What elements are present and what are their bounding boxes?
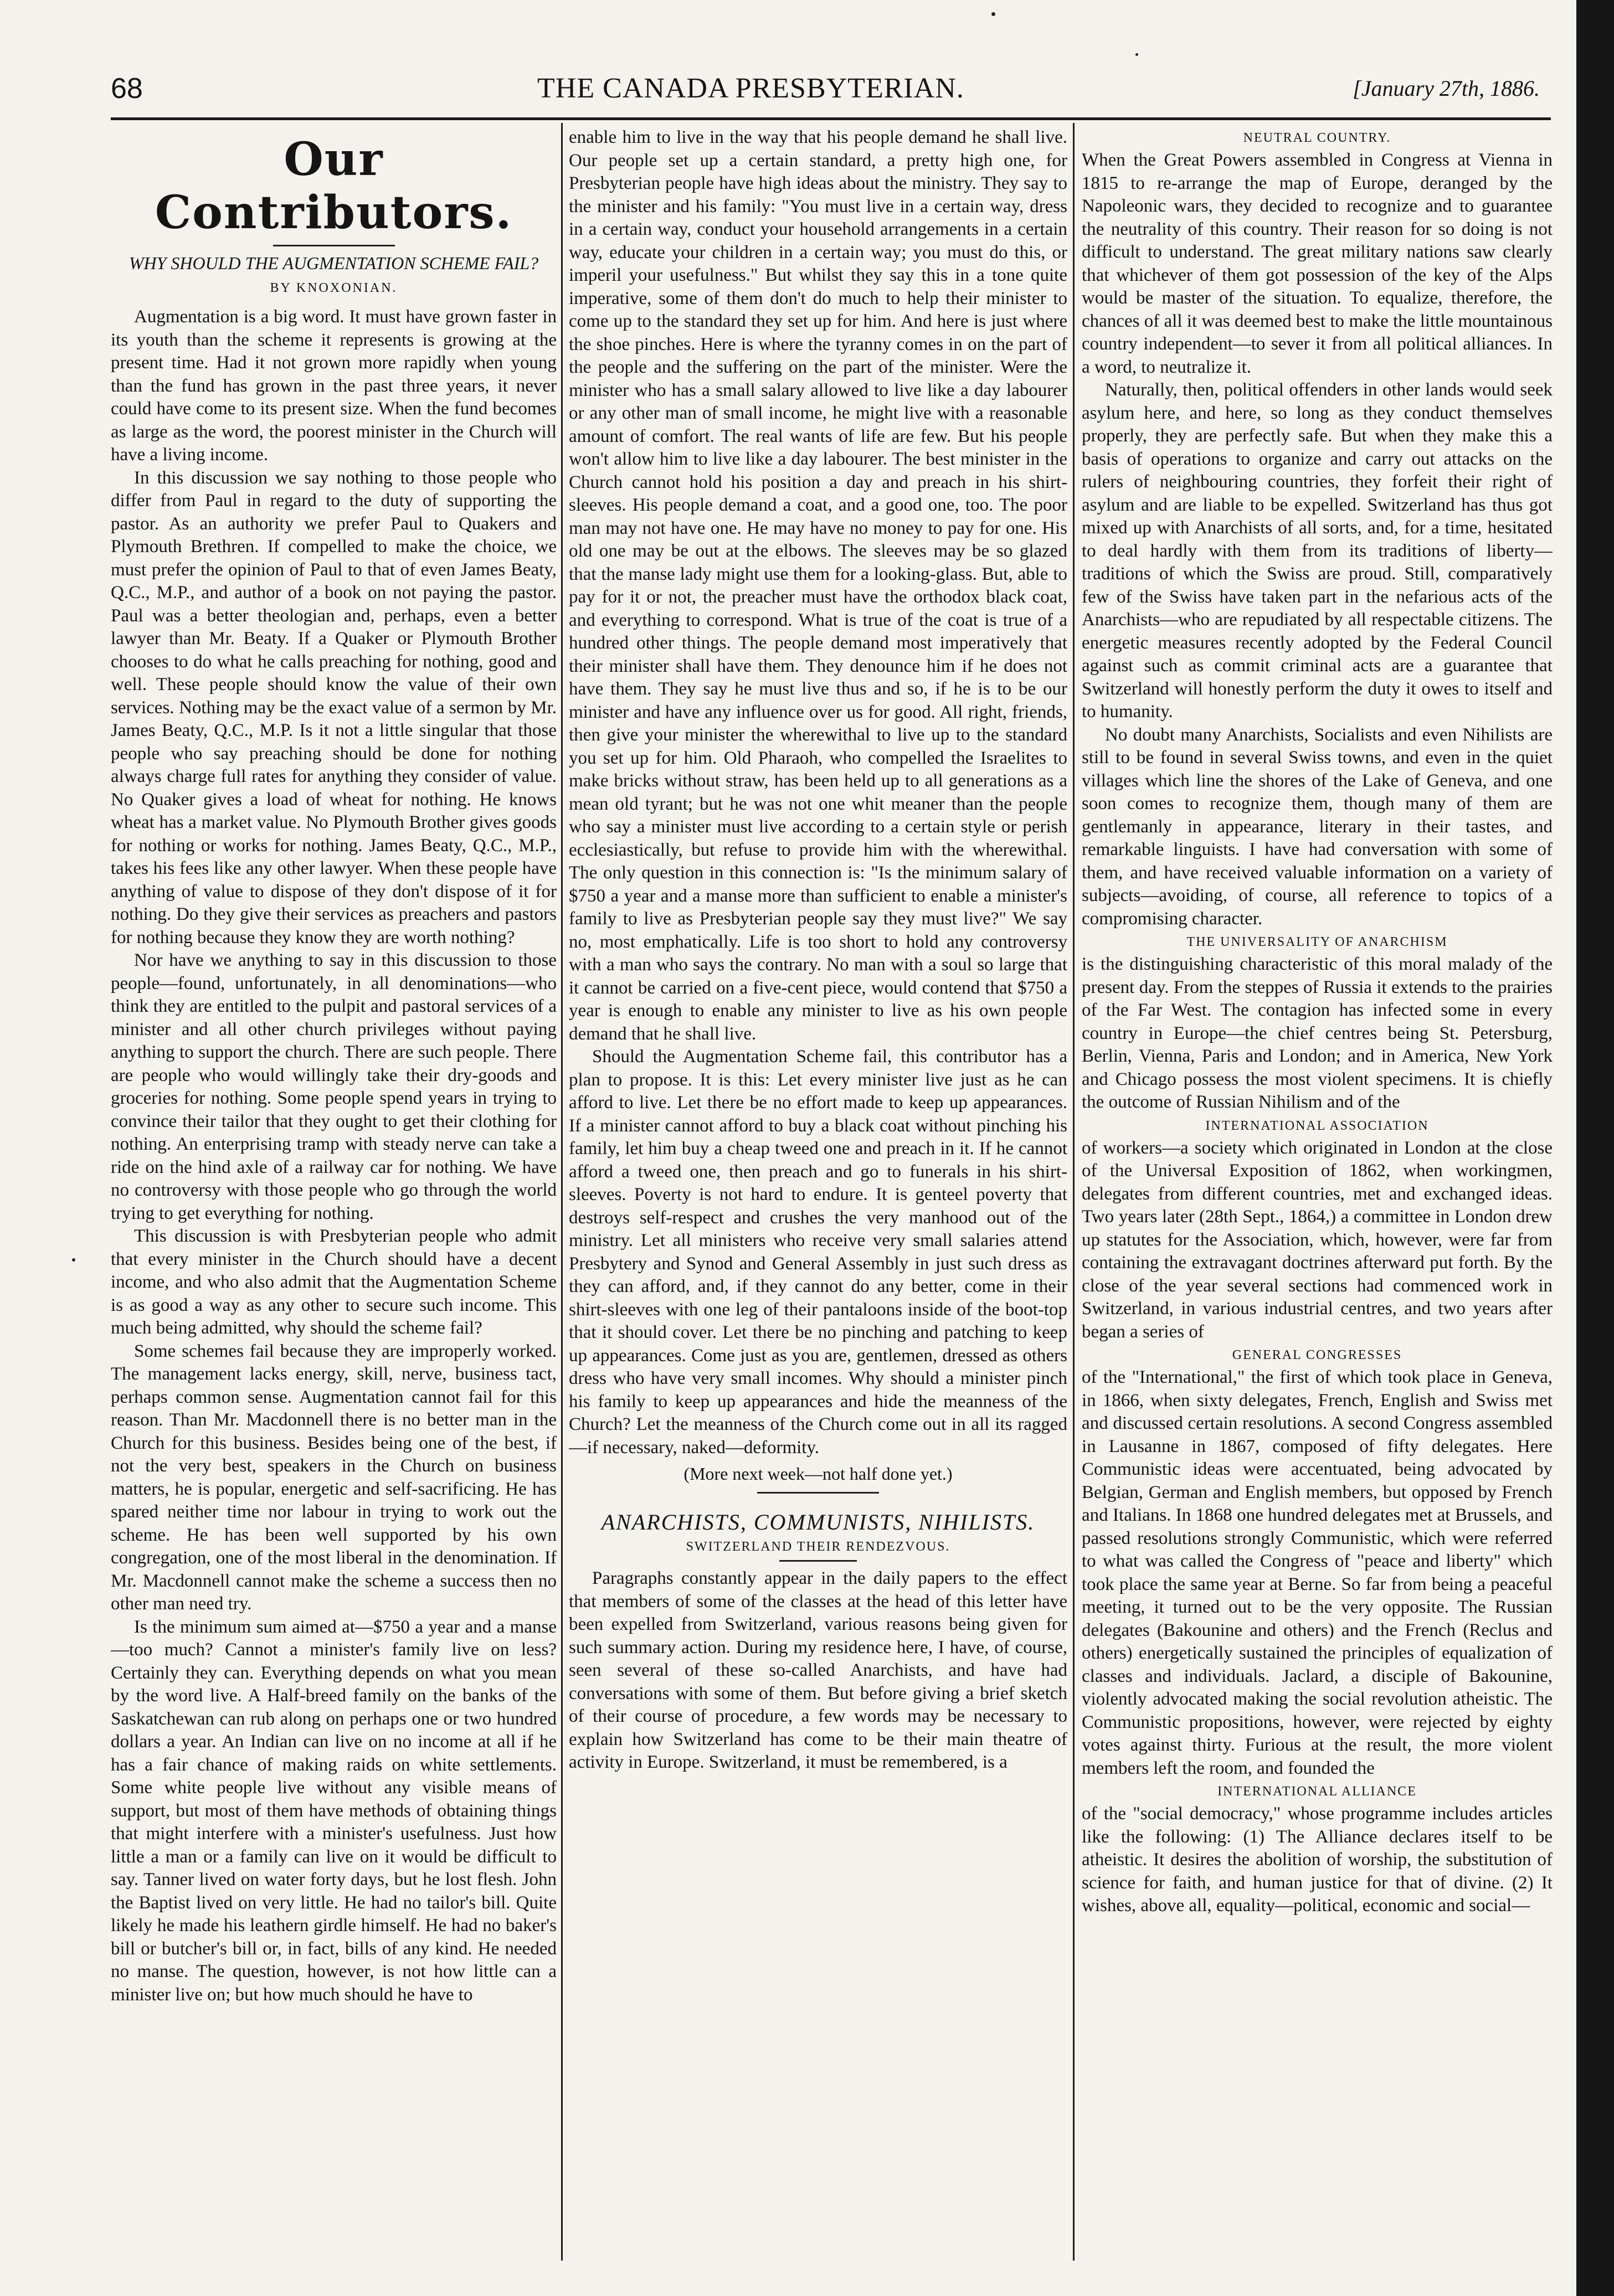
page-header <box>111 66 1540 115</box>
title-rule <box>273 245 395 246</box>
paper-title: THE CANADA PRESBYTERIAN. <box>537 73 964 104</box>
paragraph: Is the minimum sum aimed at—$750 a year and a manse—too much? Cannot a minister's family live on less? Certainly they can. Everything depends on what you mean by the word live. A Half-breed family on the banks of the Saskatchewan can rub along on perhaps one or two hundred dollars a year. An Indian can live on no income at all if he has a fair chance of making raids on white settlements. Some white people live without any visible means of support, but most of them have methods of obtaining things that might interfere with a minister's usefulness. Just how little a man or a family can live on it would be difficult to say. Tanner lived on water forty days, but he lost flesh. John the Baptist lived on very little. He had no tailor's bill. Quite likely he made his leathern girdle himself. He had no baker's bill or butcher's bill or, in fact, bills of any kind. He needed no manse. The question, however, is not how little can a minister live on; but how much should he have to <box>111 1617 557 2005</box>
paragraph: No doubt many Anarchists, Socialists and even Nihilists are still to be found in several Swiss towns, and even in the quiet villages which line the shores of the Lake of Geneva, and one soon comes to recognize them, though many of them are gentlemanly in appearance, literary in their tastes, and remarkable linguists. I have had conversation with some of them, and have received valuable information on a variety of subjects—avoiding, of course, all reference to topics of a compromising character. <box>1082 724 1553 929</box>
column-3 <box>1082 126 1553 2247</box>
paragraph: This discussion is with Presbyterian people who admit that every minister in the Church should have a decent income, and who also admit that the Augmentation Scheme is as good a way as any other to secure such income. This much being admitted, why should the scheme fail? <box>111 1226 557 1338</box>
page-number: 68 <box>111 73 143 105</box>
scan-speck <box>991 12 995 16</box>
paragraph: enable him to live in the way that his people demand he shall live. Our people set up a certain standard, a pretty high one, for Presbyterian people have high ideas about the ministry. They say to the minister and his family: "You must live in a certain way, dress in a certain way, conduct your household arrangements in a certain way, educate your children in a certain way; you must do this, or imperil your usefulness." But whilst they say this in a tone quite imperative, some of them don't do much to help their minister to come up to the standard they set up for him. And here is just where the shoe pinches. Here is where the tyranny comes in on the part of the people and the suffering on the part of the minister. Were the minister who has a small salary allowed to live like a day labourer or any other man of small income, he might live with a reasonable amount of comfort. The real wants of life are few. But his people won't allow him to live like a day labourer. The best minister in the Church cannot hold his position a day and preach in his shirt-sleeves. His people demand a coat, and a good one, too. The poor man may not have one. He may have no money to pay for one. His old one may be out at the elbows. The sleeves may be so glazed that the manse lady might use them for a looking-glass. But, able to pay for it or not, the preacher must have the orthodox black coat, and everything to correspond. What is true of the coat is true of a hundred other things. The people demand most imperatively that their minister shall have them. They denounce him if he does not have them. They say he must live thus and so, if he is to be our minister and have any influence over us for good. All right, friends, then give your minister the wherewithal to live up to the standard you set up for him. Old Pharaoh, who compelled the Israelites to make bricks without straw, has been held up to all generations as a mean old tyrant; but he was not one whit meaner than the people who say a minister must live according to a certain style or perish ecclesiastically, but refuse to provide him with the wherewithal. The only question in this connection is: "Is the minimum salary of $750 a year and a manse more than sufficient to enable a minister's family to live as Presbyterian people say they must live?" We say no, most emphatically. Life is too short to hold any controversy with a man who says the contrary. No man with a soul so large that it cannot be carried on a five-cent piece, would contend that $750 a year is enough to enable any minister to live as his own people demand that he shall live. <box>569 127 1067 1044</box>
column-divider-1 <box>561 123 563 2261</box>
byline: BY KNOXONIAN. <box>270 281 398 295</box>
paragraph: Some schemes fail because they are improperly worked. The management lacks energy, skill, nerve, business tact, perhaps common sense. Augmentation cannot fail for this reason. Than Mr. Macdonnell there is no better man in the Church for this business. Besides being one of the best, if not the very best, speakers in the Church on business matters, he is popular, energetic and self-sacrificing. He has spared neither time nor labour in trying to work out the scheme. He has been well supported by his own congregation, one of the most liberal in the denomination. If Mr. Macdonnell cannot make the scheme a success then no other man need try. <box>111 1341 557 1614</box>
continuation-note: (More next week—not half done yet.) <box>683 1464 953 1484</box>
issue-date: [January 27th, 1886. <box>1353 76 1540 101</box>
column-divider-2 <box>1073 123 1075 2261</box>
paragraph: of the "International," the first of which took place in Geneva, in 1866, when sixty delegates, French, English and Swiss met and discussed certain resolutions. A second Congress assembled in Lausanne in 1867, composed of fifty delegates. Here Communistic ideas were accentuated, being advocated by Belgian, German and English members, but opposed by French and Italians. In 1868 one hundred delegates met at Brussels, and passed resolutions strongly Communistic, which were referred to what was called the Congress of "peace and liberty" which took place the same year at Berne. So far from being a peaceful meeting, it turned out to be the very opposite. The Russian delegates (Bakounine and others) and the French (Reclus and others) energetically sustained the principles of equalization of classes and individuals. Jaclard, a disciple of Bakounine, violently advocated making the social revolution atheistic. The Communistic propositions, however, were rejected by eighty votes against thirty. Furious at the result, the more violent members left the room, and founded the <box>1082 1367 1553 1778</box>
paragraph: Should the Augmentation Scheme fail, this contributor has a plan to propose. It is this: Let every minister live just as he can afford to live. Let there be no effort made to keep up appearances. If a minister cannot afford to buy a black coat without pinching his family, let him buy a cheap tweed one and preach in it. If he cannot afford a tweed one, then preach and go to funerals in his shirt-sleeves. Poverty is not hard to endure. It is genteel poverty that destroys self-respect and crushes the very manhood out of the ministry. Let all ministers who receive very small salaries attend Presbytery and Synod and General Assembly in just such dress as they can afford, and, if they cannot do any better, come in their shirt-sleeves with one leg of their pantaloons inside of the boot-top that it should cover. Let there be no pinching and patching to keep up appearances. Come just as you are, gentlemen, dressed as others dress who have very small incomes. Why should a minister pinch his family to keep up appearances and hide the meanness of the Church? Let the meanness of the Church come out in all its ragged—if necessary, naked—deformity. <box>569 1047 1067 1458</box>
paragraph: When the Great Powers assembled in Congress at Vienna in 1815 to re-arrange the map of Europe, deranged by the Napoleonic wars, they decided to recognize and to guarantee the neutrality of this country. Their reason for so doing is not difficult to understand. The great military nations saw clearly that whichever of them got possession of the key of the Alps would be master of the situation. To equalize, therefore, the chances of all it was deemed best to make the little mountainous country independent—to sever it from all political alliances. In a word, to neutralize it. <box>1082 150 1553 377</box>
paragraph: Naturally, then, political offenders in other lands would seek asylum here, and here, so long as they conduct themselves properly, they are perfectly safe. But when they make this a basis of operations to organize and carry out attacks on the rulers of neighbouring countries, they forfeit their right of asylum and are liable to be expelled. Switzerland has thus got mixed up with Anarchists of all sorts, and, for a time, hesitated to deal hardly with them from its traditions of liberty—traditions of which the Swiss are proud. Still, comparatively few of the Swiss have taken part in the nefarious acts of the Anarchists—who are repudiated by all respectable citizens. The energetic measures recently adopted by the Federal Council against such as commit criminal acts are a guarantee that Switzerland will honestly perform the duty it owes to itself and to humanity. <box>1082 380 1553 722</box>
scan-speck <box>1135 53 1138 56</box>
section-title: Our Contributors. <box>155 133 513 239</box>
paragraph: In this discussion we say nothing to those people who differ from Paul in regard to the duty of supporting the pastor. As an authority we prefer Paul to Quakers and Plymouth Brethren. If compelled to make the choice, we must prefer the opinion of Paul to that of even James Beaty, Q.C., M.P., and author of a book on not paying the pastor. Paul was a better theologian and, perhaps, even a better lawyer than Mr. Beaty. If a Quaker or Plymouth Brother chooses to do what he calls preaching for nothing, good and well. These people should know the value of their own services. Nothing may be the exact value of a sermon by Mr. James Beaty, Q.C., M.P. Is it not a little singular that those people who say preaching should be done for nothing always charge full rates for anything they consider of value. No Quaker gives a load of wheat for nothing. He knows wheat has a market value. No Plymouth Brother gives goods for nothing or works for nothing. James Beaty, Q.C., M.P., takes his fees like any other lawyer. When these people have anything of value to dispose of they don't dispose of it for nothing. Do they give their services as preachers and pastors for nothing because they know they are worth nothing? <box>111 467 557 948</box>
paragraph: Paragraphs constantly appear in the daily papers to the effect that members of some of the classes at the head of this letter have been expelled from Switzerland, various reasons being given for such summary action. During my residence here, I have, of course, seen several of these so-called Anarchists, and have had conversations with some of them. But before giving a brief sketch of their course of procedure, a few words may be necessary to explain how Switzerland has come to be their main theatre of activity in Europe. Switzerland, it must be remembered, is a <box>569 1568 1067 1772</box>
subheading: INTERNATIONAL ALLIANCE <box>1217 1784 1417 1799</box>
subheading: THE UNIVERSALITY OF ANARCHISM <box>1186 935 1448 949</box>
header-rule <box>111 117 1551 120</box>
column-1 <box>111 126 557 2247</box>
paragraph: Nor have we anything to say in this discussion to those people—found, unfortunately, in all denominations—who think they are entitled to the pulpit and pastoral services of a minister and all other church privileges without paying anything to support the church. There are such people. There are people who would willingly take their dry-goods and groceries for nothing. Some people spend years in trying to convince their tailor that they ought to get their clothing for nothing. An enterprising tramp with steady nerve can take a ride on the hind axle of a railway car for nothing. We have no controversy with those people who go through the world trying to get everything for nothing. <box>111 950 557 1223</box>
scan-speck <box>72 1258 75 1262</box>
subheading: GENERAL CONGRESSES <box>1232 1348 1402 1362</box>
article-subtitle: SWITZERLAND THEIR RENDEZVOUS. <box>686 1540 950 1554</box>
column-2 <box>569 126 1067 2247</box>
article-title: WHY SHOULD THE AUGMENTATION SCHEME FAIL? <box>128 253 539 273</box>
paragraph: of workers—a society which originated in London at the close of the Universal Exposition of 1862, when workingmen, delegates from different countries, met and exchanged ideas. Two years later (28th Sept., 1864,) a committee in London drew up statutes for the Association, which, however, were far from containing the extravagant doctrines afterward put forth. By the close of the year several sections had commenced work in Switzerland, in various industrial centres, and two years after began a series of <box>1082 1137 1553 1342</box>
subheading: NEUTRAL COUNTRY. <box>1243 131 1391 145</box>
article-title: ANARCHISTS, COMMUNISTS, NIHILISTS. <box>601 1510 1035 1535</box>
paragraph: Augmentation is a big word. It must have grown faster in its youth than the scheme it represents is growing at the present time. Had it not grown more rapidly when young than the fund has grown in the past three years, it never could have come to its present size. When the fund becomes as large as the word, the poorest minister in the Church will have a living income. <box>111 307 557 465</box>
section-rule <box>757 1492 879 1494</box>
paragraph: of the "social democracy," whose programme includes articles like the following: (1) The Alliance declares itself to be atheistic. It desires the abolition of worship, the substitution of science for faith, and human justice for that of divine. (2) It wishes, above all, equality—political, economic and social— <box>1082 1804 1553 1916</box>
subheading: INTERNATIONAL ASSOCIATION <box>1205 1118 1429 1133</box>
paragraph: is the distinguishing characteristic of this moral malady of the present day. From the steppes of Russia it extends to the prairies of the Far West. The contagion has infected some in every country in Europe—the chief centres being St. Petersburg, Berlin, Vienna, Paris and London; and in America, New York and Chicago possess the most violent specimens. It is chiefly the outcome of Russian Nihilism and of the <box>1082 954 1553 1112</box>
subtitle-rule <box>779 1560 857 1562</box>
scan-edge-shadow <box>1576 0 1614 2296</box>
